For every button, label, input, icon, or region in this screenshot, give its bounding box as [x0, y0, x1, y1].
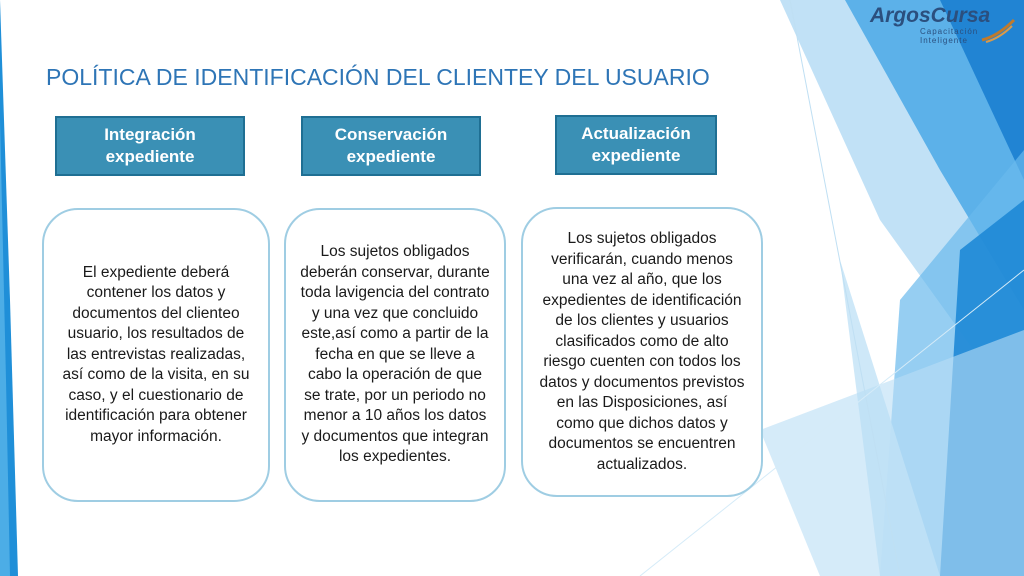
logo-tagline-line-2: Inteligente [920, 36, 968, 45]
brand-logo [870, 4, 1020, 44]
logo-tagline-line-1: Capacitación [920, 27, 979, 36]
header-conservacion [301, 116, 481, 176]
header-integracion-line-2: expediente [105, 147, 195, 166]
logo-tagline [920, 27, 978, 45]
content-conservacion-text: Los sujetos obligados deberán conservar, durante toda lavigencia del contrato y una vez que concluido este,así como a partir de la fecha en que se lleve a cabo la operación de que se trate, por un periodo no menor a 10 años los datos y documentos que integran los expedientes. [300, 243, 490, 466]
header-actualizacion-line-1: Actualización [581, 124, 691, 143]
content-actualizacion-text: Los sujetos obligados verificarán, cuando menos una vez al año, que los expedientes de identificación de los clientes y usuarios clasificados como de alto riesgo cuenten con todos los datos y documentos previstos en las Disposiciones, así como que dichos datos y documentos se encuentren actualizados. [539, 230, 745, 473]
slide-title: POLÍTICA DE IDENTIFICACIÓN DEL CLIENTEY DEL USUARIO [46, 64, 710, 90]
header-actualizacion-line-2: expediente [591, 146, 681, 165]
header-conservacion-line-2: expediente [346, 147, 436, 166]
header-integracion-line-1: Integración [104, 125, 196, 144]
content-conservacion [284, 208, 506, 502]
content-integracion-text: El expediente deberá contener los datos y documentos del clienteo usuario, los resultados de las entrevistas realizadas, así como de la visita, en su caso, y el cuestionario de identificación para obtener mayor información. [62, 263, 250, 445]
header-integracion [55, 116, 245, 176]
header-actualizacion [555, 115, 717, 175]
content-actualizacion [521, 207, 763, 497]
logo-name: ArgosCursa [870, 4, 991, 27]
header-conservacion-line-1: Conservación [334, 125, 448, 144]
content-integracion [42, 208, 270, 502]
right-facet-7 [760, 330, 1024, 576]
logo-swoosh-icon [980, 18, 1016, 44]
